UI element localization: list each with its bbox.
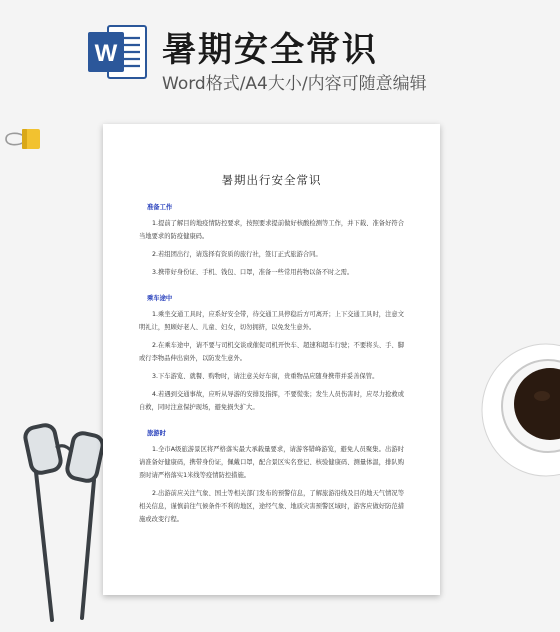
section-paragraph: 2.出游前应关注气象、国土等相关部门发布的预警信息，了解旅游沿线及目的地天气情况等相关信息，谨慎前往气候条件不利的地区，途经气象、地质灾害预警区域时，游客应做好防范措施或改变行程。 — [139, 490, 404, 523]
word-document-icon — [86, 20, 148, 84]
section-paragraph: 2.若组团出行，请选择有资质的旅行社，签订正式旅游合同。 — [152, 251, 322, 258]
section-paragraph: 4.若遇到交通事故，应听从导游的安排及指挥，不要慌张；发生人员伤害时，应尽力抢救或自救，同时注意保护现场，避免损失扩大。 — [139, 391, 404, 411]
document-title: 暑期出行安全常识 — [221, 173, 322, 187]
section-paragraph: 3.下车游览、就餐、购物时，请注意关好车窗，贵重物品应随身携带并妥善保管。 — [152, 373, 379, 380]
page-title: 暑期安全常识 — [162, 30, 378, 70]
word-logo-letter: W — [94, 40, 118, 67]
section-paragraph: 1.提前了解目的地疫情防控要求，按照要求提前做好核酸检测等工作，并下载、准备好符合当地要求的防疫健康码。 — [139, 220, 404, 240]
section-heading: 旅游时 — [147, 430, 166, 437]
section-paragraph: 3.携带好身份证、手机、钱包、口罩，准备一些常用药物以备不时之需。 — [152, 269, 354, 276]
page-subtitle: Word格式/A4大小/内容可随意编辑 — [162, 74, 427, 94]
document-page — [103, 124, 440, 595]
section-heading: 乘车途中 — [147, 295, 173, 302]
section-heading: 准备工作 — [147, 204, 173, 211]
binder-clip-icon — [4, 126, 44, 152]
section-paragraph: 2.在乘车途中，请不要与司机交谈或催促司机开快车、超速和超车行驶；不要将头、手、脚或行李物品伸出窗外，以防发生意外。 — [139, 342, 404, 362]
document-body — [139, 202, 404, 526]
coffee-cup-icon — [476, 340, 560, 480]
section-paragraph: 1.全市A级旅游景区将严格落实最大承载量要求，请游客错峰游览，避免人员聚集。出游时请准备好健康码，携带身份证，佩戴口罩，配合景区实名登记、核验健康码、测量体温，排队购票时请严格落实1米线等疫情防控措施。 — [139, 446, 404, 479]
section-paragraph: 1.乘坐交通工具时，应系好安全带，待交通工具停稳后方可离开；上下交通工具时，注意文明礼让，照顾好老人、儿童、妇女，切勿拥挤，以免发生意外。 — [139, 311, 404, 331]
